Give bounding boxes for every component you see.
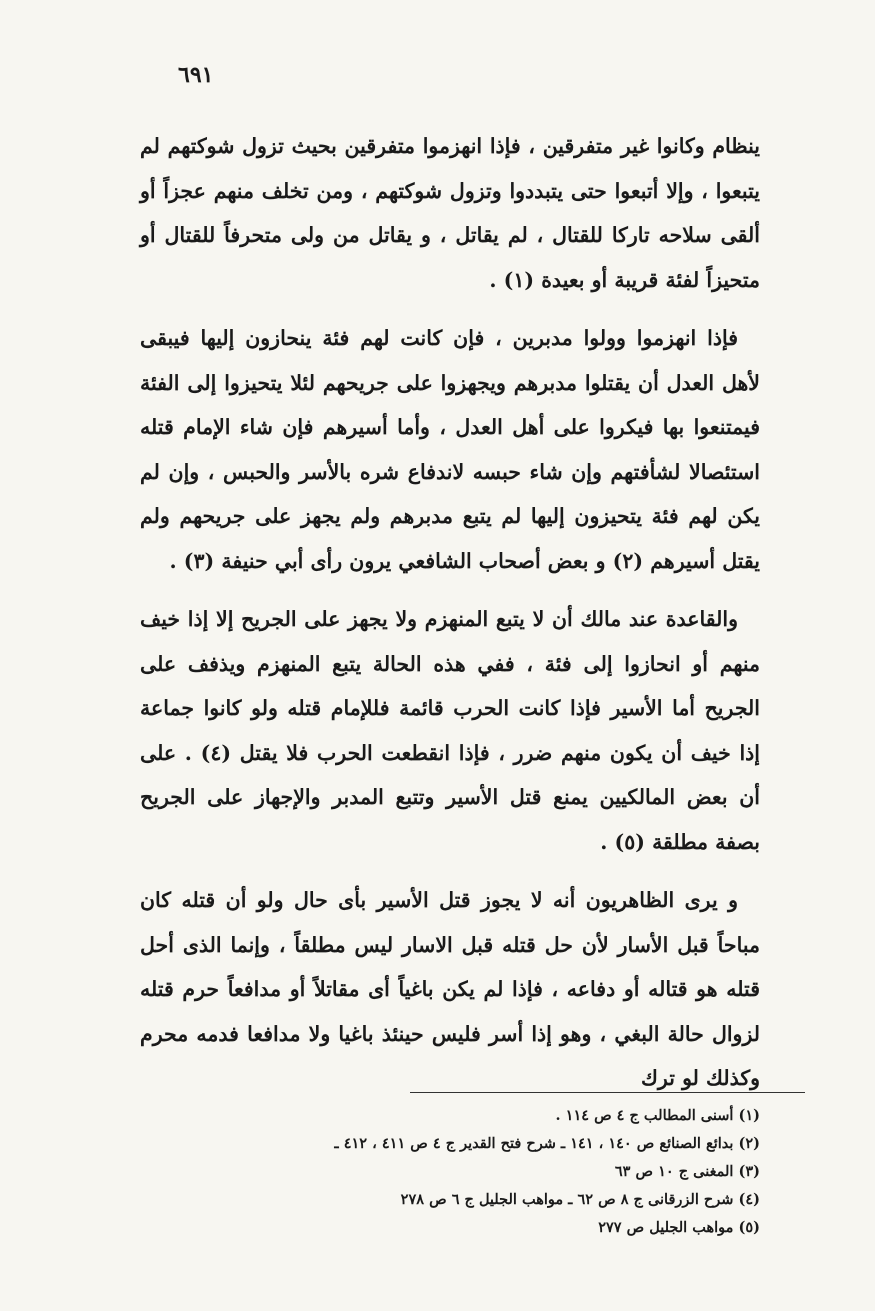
body-text [140, 124, 760, 1115]
footnote-divider [410, 1092, 805, 1093]
footnote-5: (٥) مواهب الجليل ص ٢٧٧ [598, 1219, 760, 1236]
footnote-1: (١) أسنى المطالب ج ٤ ص ١١٤ . [555, 1107, 760, 1124]
paragraph-4: و يرى الظاهريون أنه لا يجوز قتل الأسير بأى حال ولو أن قتله كان مباحاً قبل الأسار لأن حل قتله قبل الاسار ليس مطلقاً ، وإنما الذى أحل قتله هو قتاله أو دفاعه ، فإذا لم يكن باغياً أى مقاتلاً أو مدافعاً حرم قتله لزوال حالة البغي ، وهو إذا أسر فليس حينئذ باغيا ولا مدافعا فدمه محرم وكذلك لو ترك [140, 888, 760, 1090]
footnote-3: (٣) المغنى ج ١٠ ص ٦٣ [614, 1163, 760, 1180]
paragraph-1: ينظام وكانوا غير متفرقين ، فإذا انهزموا متفرقين بحيث تزول شوكتهم لم يتبعوا ، وإلا أتبعوا حتى يتبددوا وتزول شوكتهم ، ومن تخلف منهم عجزاً أو ألقى سلاحه تاركا للقتال ، لم يقاتل ، و يقاتل من ولى متحرفاً للقتال أو متحيزاً لفئة قريبة أو بعيدة (١) . [140, 134, 760, 292]
footnote-4: (٤) شرح الزرقانى ج ٨ ص ٦٢ ـ مواهب الجليل ج ٦ ص ٢٧٨ [400, 1191, 760, 1208]
footnote-2: (٢) بدائع الصنائع ص ١٤٠ ، ١٤١ ـ شرح فتح القدير ج ٤ ص ٤١١ ، ٤١٢ ـ [334, 1135, 760, 1152]
footnotes [120, 1102, 760, 1242]
paragraph-2: فإذا انهزموا وولوا مدبرين ، فإن كانت لهم فئة ينحازون إليها فيبقى لأهل العدل أن يقتلوا مدبرهم ويجهزوا على جريحهم لئلا يتحيزوا إلى الفئة فيمتنعوا بها فيكروا على أهل العدل ، وأما أسيرهم فإن شاء الإمام قتله استئصالا لشأفتهم وإن شاء حبسه لاندفاع شره بالأسر والحبس ، وإن لم يكن لهم فئة يتحيزون إليها لم يتبع مدبرهم ولم يجهز على جريحهم ولم يقتل أسيرهم (٢) و بعض أصحاب الشافعي يرون رأى أبي حنيفة (٣) . [140, 326, 760, 573]
page-number: ٦٩١ [178, 62, 214, 88]
paragraph-3: والقاعدة عند مالك أن لا يتبع المنهزم ولا يجهز على الجريح إلا إذا خيف منهم أو انحازوا إلى فئة ، ففي هذه الحالة يتبع المنهزم ويذفف على الجريح أما الأسير فإذا كانت الحرب قائمة فللإمام قتله ولو كانوا جماعة إذا خيف أن يكون منهم ضرر ، فإذا انقطعت الحرب فلا يقتل (٤) . على أن بعض المالكيين يمنع قتل الأسير وتتبع المدبر والإجهاز على الجريح بصفة مطلقة (٥) . [140, 607, 761, 854]
